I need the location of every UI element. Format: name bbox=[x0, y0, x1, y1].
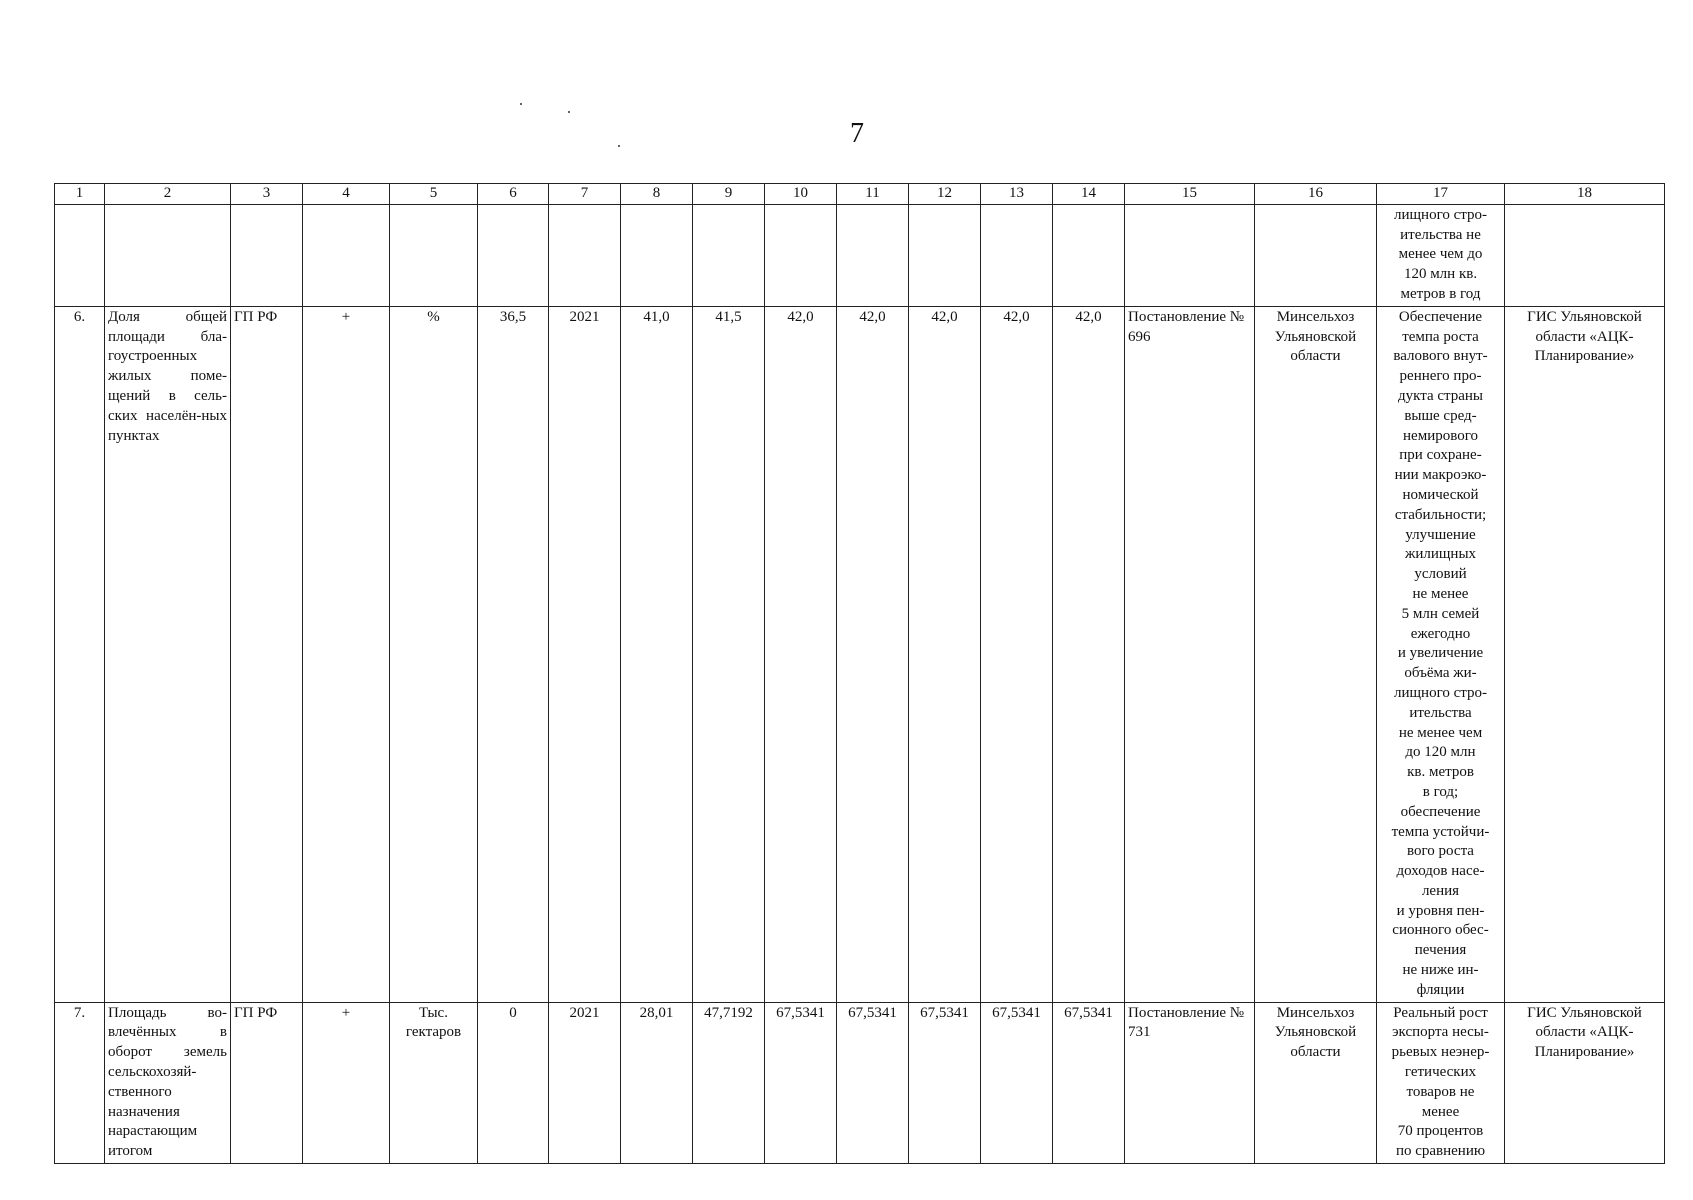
column-header: 4 bbox=[303, 184, 390, 205]
column-header: 16 bbox=[1255, 184, 1377, 205]
value-cell: 42,0 bbox=[837, 306, 909, 1002]
row-number: 7. bbox=[55, 1002, 105, 1163]
value-cell: 42,0 bbox=[1053, 306, 1125, 1002]
empty-cell bbox=[837, 204, 909, 306]
value-cell: 42,0 bbox=[981, 306, 1053, 1002]
column-header: 17 bbox=[1377, 184, 1505, 205]
responsible-cell: Минсельхоз Ульяновской области bbox=[1255, 1002, 1377, 1163]
table-row bbox=[55, 1002, 1665, 1163]
source-cell: ГП РФ bbox=[231, 306, 303, 1002]
value-cell: 42,0 bbox=[909, 306, 981, 1002]
empty-cell bbox=[981, 204, 1053, 306]
empty-cell bbox=[390, 204, 478, 306]
goal-cell: лищного стро- ительства не менее чем до 120 млн кв. метров в год bbox=[1377, 204, 1505, 306]
indicator-name: Площадь во-влечённых в оборот земель сельскохозяй-ственного назначения нарастающим итогом bbox=[105, 1002, 231, 1163]
base-year: 2021 bbox=[549, 306, 621, 1002]
document-cell: Постановление № 731 bbox=[1125, 1002, 1255, 1163]
base-year: 2021 bbox=[549, 1002, 621, 1163]
column-header: 12 bbox=[909, 184, 981, 205]
value-cell: 67,5341 bbox=[837, 1002, 909, 1163]
column-header: 11 bbox=[837, 184, 909, 205]
column-header: 6 bbox=[478, 184, 549, 205]
page-number: 7 bbox=[850, 118, 864, 149]
sign-cell: + bbox=[303, 306, 390, 1002]
column-header: 14 bbox=[1053, 184, 1125, 205]
value-cell: 67,5341 bbox=[1053, 1002, 1125, 1163]
table-row bbox=[55, 306, 1665, 1002]
empty-cell bbox=[105, 204, 231, 306]
sign-cell: + bbox=[303, 1002, 390, 1163]
value-cell: 47,7192 bbox=[693, 1002, 765, 1163]
unit-cell: Тыс. гектаров bbox=[390, 1002, 478, 1163]
value-cell: 67,5341 bbox=[981, 1002, 1053, 1163]
column-number-row bbox=[55, 184, 1665, 205]
column-header: 1 bbox=[55, 184, 105, 205]
empty-cell bbox=[621, 204, 693, 306]
responsible-cell: Минсельхоз Ульяновской области bbox=[1255, 306, 1377, 1002]
column-header: 8 bbox=[621, 184, 693, 205]
empty-cell bbox=[231, 204, 303, 306]
empty-cell bbox=[1255, 204, 1377, 306]
empty-cell bbox=[1125, 204, 1255, 306]
info-system-cell: ГИС Ульяновской области «АЦК- Планирование» bbox=[1505, 306, 1665, 1002]
value-cell: 67,5341 bbox=[765, 1002, 837, 1163]
column-header: 2 bbox=[105, 184, 231, 205]
column-header: 13 bbox=[981, 184, 1053, 205]
column-header: 15 bbox=[1125, 184, 1255, 205]
scan-speck bbox=[520, 103, 522, 105]
value-cell: 67,5341 bbox=[909, 1002, 981, 1163]
indicators-table bbox=[54, 183, 1665, 1164]
source-cell: ГП РФ bbox=[231, 1002, 303, 1163]
goal-cell: Обеспечение темпа роста валового внут- реннего про- дукта страны выше сред- немирового при сохране- нии макроэко- номической стабильности; улучшение жилищных условий не менее 5 млн семей ежегодно и увеличение объёма жи- лищного стро- ительства не менее чем до 120 млн кв. метров в год; обеспечение темпа устойчи- вого роста доходов насе- ления и уровня пен- сионного обес- печения не ниже ин- фляции bbox=[1377, 306, 1505, 1002]
column-header: 7 bbox=[549, 184, 621, 205]
empty-cell bbox=[303, 204, 390, 306]
info-system-cell: ГИС Ульяновской области «АЦК- Планирование» bbox=[1505, 1002, 1665, 1163]
indicator-name: Доля общей площади бла-гоустроенных жилых поме-щений в сель-ских населён-ных пунктах bbox=[105, 306, 231, 1002]
base-value: 0 bbox=[478, 1002, 549, 1163]
continuation-row bbox=[55, 204, 1665, 306]
document-cell: Постановление № 696 bbox=[1125, 306, 1255, 1002]
empty-cell bbox=[909, 204, 981, 306]
unit-cell: % bbox=[390, 306, 478, 1002]
empty-cell bbox=[55, 204, 105, 306]
base-value: 36,5 bbox=[478, 306, 549, 1002]
goal-cell: Реальный рост экспорта несы- рьевых неэнер- гетических товаров не менее 70 процентов по сравнению bbox=[1377, 1002, 1505, 1163]
row-number: 6. bbox=[55, 306, 105, 1002]
empty-cell bbox=[765, 204, 837, 306]
empty-cell bbox=[1053, 204, 1125, 306]
column-header: 18 bbox=[1505, 184, 1665, 205]
scan-speck bbox=[568, 111, 570, 113]
empty-cell bbox=[549, 204, 621, 306]
column-header: 10 bbox=[765, 184, 837, 205]
value-cell: 41,0 bbox=[621, 306, 693, 1002]
column-header: 9 bbox=[693, 184, 765, 205]
empty-cell bbox=[1505, 204, 1665, 306]
value-cell: 28,01 bbox=[621, 1002, 693, 1163]
column-header: 3 bbox=[231, 184, 303, 205]
value-cell: 41,5 bbox=[693, 306, 765, 1002]
scan-speck bbox=[618, 145, 620, 147]
value-cell: 42,0 bbox=[765, 306, 837, 1002]
empty-cell bbox=[693, 204, 765, 306]
empty-cell bbox=[478, 204, 549, 306]
column-header: 5 bbox=[390, 184, 478, 205]
